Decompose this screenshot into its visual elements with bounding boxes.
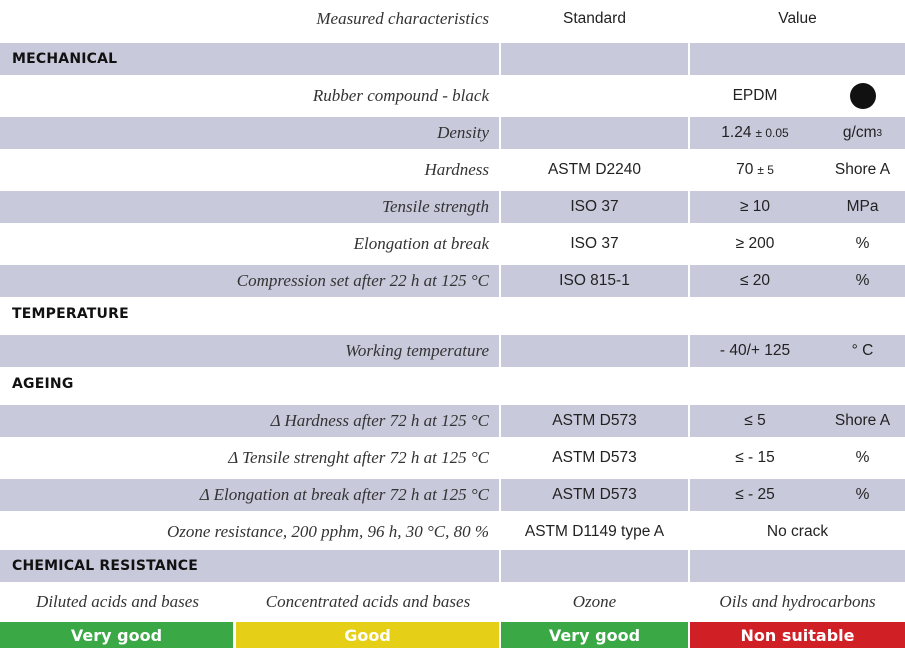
row-unit: g/cm: [842, 124, 877, 141]
row-name: Δ Elongation at break after 72 h at 125 °C: [0, 479, 499, 511]
rating-diluted: Very good: [0, 622, 233, 648]
table-row: [0, 442, 905, 474]
row-unit: Shore A: [834, 161, 891, 178]
table-row: [0, 228, 905, 260]
row-standard: ISO 815-1: [501, 265, 688, 297]
row-tolerance: ± 5: [757, 163, 774, 177]
row-value: ≥ 10: [739, 198, 771, 215]
row-value: ≤ 5: [744, 412, 766, 429]
section-title: MECHANICAL: [12, 51, 118, 67]
row-unit: %: [855, 486, 870, 503]
row-unit: MPa: [846, 198, 879, 215]
row-value: 70: [736, 161, 754, 178]
row-unit: %: [855, 449, 870, 466]
table-row: [0, 117, 905, 149]
table-row: [0, 335, 905, 367]
section-temperature: [0, 298, 905, 330]
row-name: Δ Tensile strenght after 72 h at 125 °C: [228, 448, 489, 467]
table-row: [0, 405, 905, 437]
header-characteristics: Measured characteristics: [316, 9, 489, 28]
row-unit: ° C: [851, 342, 874, 359]
row-standard: [501, 117, 688, 149]
row-standard: ASTM D573: [552, 449, 637, 466]
row-value: - 40/+ 125: [719, 342, 791, 359]
row-name: Compression set after 22 h at 125 °C: [0, 265, 499, 297]
row-value: EPDM: [732, 87, 778, 104]
section-mechanical: [0, 43, 905, 75]
row-value: 1.24: [721, 124, 752, 141]
rating-ozone: Very good: [501, 622, 688, 648]
chem-header-ozone: Ozone: [572, 592, 617, 611]
row-unit: Shore A: [834, 412, 891, 429]
section-title: CHEMICAL RESISTANCE: [12, 558, 198, 574]
header-standard: Standard: [563, 10, 626, 27]
row-standard: ASTM D1149 type A: [524, 523, 665, 540]
row-unit: %: [855, 272, 870, 289]
rating-oils: Non suitable: [690, 622, 905, 648]
row-tolerance: ± 0.05: [755, 126, 789, 140]
row-value: ≤ 20: [739, 272, 771, 289]
row-name: Rubber compound - black: [312, 86, 489, 105]
row-name: Elongation at break: [353, 234, 489, 253]
row-unit-sup: 3: [876, 127, 883, 139]
chem-header-concentrated: Concentrated acids and bases: [265, 592, 471, 611]
table-row: [0, 479, 905, 511]
section-title: TEMPERATURE: [12, 306, 129, 322]
table-row: [0, 516, 905, 548]
row-value: No crack: [766, 523, 829, 540]
row-unit: %: [855, 235, 870, 252]
black-circle-icon: [850, 83, 876, 109]
row-standard: [501, 80, 688, 112]
row-value: ≤ - 25: [735, 486, 775, 503]
row-name: Density: [0, 117, 499, 149]
section-title: AGEING: [12, 376, 74, 392]
row-standard: ASTM D573: [501, 479, 688, 511]
row-name: Working temperature: [0, 335, 499, 367]
table-row: [0, 191, 905, 223]
section-chemical-resistance: [0, 550, 905, 582]
row-name: Ozone resistance, 200 pphm, 96 h, 30 °C, 80 %: [166, 522, 489, 541]
row-standard: [501, 335, 688, 367]
row-standard: ISO 37: [501, 191, 688, 223]
section-ageing: [0, 368, 905, 400]
table-row: [0, 154, 905, 186]
chem-header-oils: Oils and hydrocarbons: [719, 592, 876, 611]
row-standard: ASTM D2240: [547, 161, 642, 178]
header-value: Value: [778, 10, 817, 27]
row-value: ≤ - 15: [735, 449, 775, 466]
rating-concentrated: Good: [236, 622, 499, 648]
row-name: Δ Hardness after 72 h at 125 °C: [0, 405, 499, 437]
row-standard: ISO 37: [570, 235, 619, 252]
row-name: Hardness: [424, 160, 489, 179]
row-name: Tensile strength: [0, 191, 499, 223]
row-value: ≥ 200: [735, 235, 775, 252]
row-standard: ASTM D573: [501, 405, 688, 437]
table-row: [0, 265, 905, 297]
chem-header-diluted: Diluted acids and bases: [36, 592, 199, 611]
table-row: [0, 80, 905, 112]
